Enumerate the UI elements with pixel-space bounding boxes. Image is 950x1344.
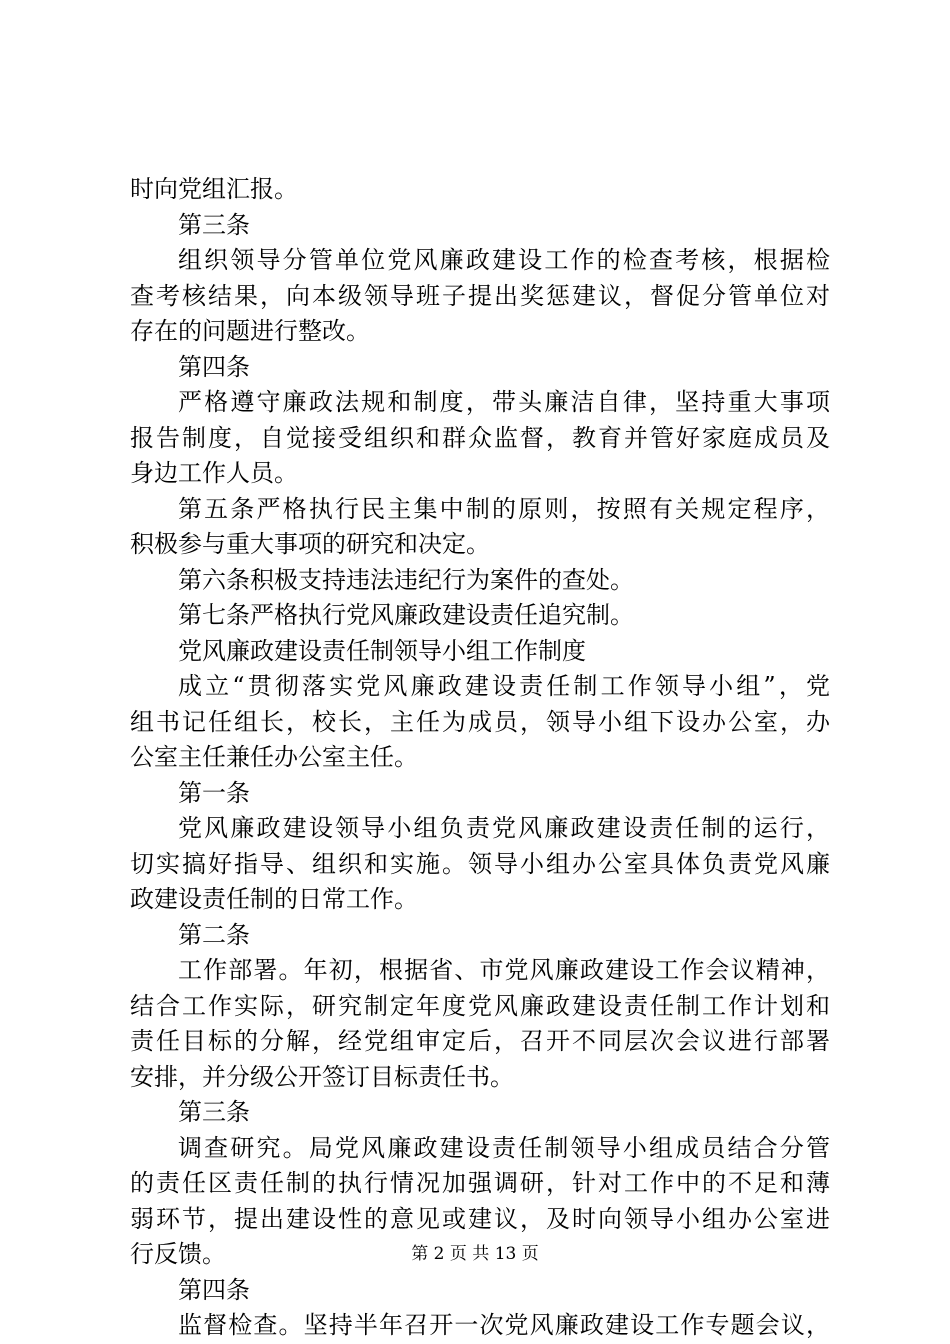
text-line: 积极参与重大事项的研究和决定。 <box>130 530 490 558</box>
text-line: 成立“贯彻落实党风廉政建设责任制工作领导小组”，党 <box>178 672 830 700</box>
text-line: 第四条 <box>178 1275 250 1304</box>
text-line: 严格遵守廉政法规和制度，带头廉洁自律，坚持重大事项 <box>178 388 830 416</box>
text-line: 第三条 <box>178 210 250 239</box>
text-line: 身边工作人员。 <box>130 459 298 487</box>
text-line: 第三条 <box>178 1098 250 1126</box>
text-line: 报告制度，自觉接受组织和群众监督，教育并管好家庭成员及 <box>130 423 830 452</box>
text-line: 公室主任兼任办公室主任。 <box>130 743 418 771</box>
text-line: 的责任区责任制的执行情况加强调研，针对工作中的不足和薄 <box>130 1169 830 1197</box>
text-line: 查考核结果，向本级领导班子提出奖惩建议，督促分管单位对 <box>130 281 830 310</box>
text-line: 时向党组汇报。 <box>130 175 298 203</box>
text-line: 切实搞好指导、组织和实施。领导小组办公室具体负责党风廉 <box>130 849 830 878</box>
text-line: 组书记任组长，校长，主任为成员，领导小组下设办公室，办 <box>130 707 830 736</box>
text-line: 第一条 <box>178 778 250 807</box>
text-line: 监督检查。坚持半年召开一次党风廉政建设工作专题会议， <box>178 1311 830 1339</box>
text-line: 组织领导分管单位党风廉政建设工作的检查考核，根据检 <box>178 246 830 274</box>
document-body <box>130 172 830 1344</box>
text-line: 调查研究。局党风廉政建设责任制领导小组成员结合分管 <box>178 1133 830 1162</box>
text-line: 党风廉政建设领导小组负责党风廉政建设责任制的运行， <box>178 814 830 842</box>
text-line: 党风廉政建设责任制领导小组工作制度 <box>178 636 586 665</box>
text-line: 工作部署。年初，根据省、市党风廉政建设工作会议精神， <box>178 956 830 984</box>
text-line: 责任目标的分解，经党组审定后，召开不同层次会议进行部署 <box>130 1027 830 1055</box>
page-number-footer: 第 2 页 共 13 页 <box>411 1244 539 1264</box>
text-line: 第七条严格执行党风廉政建设责任追究制。 <box>178 601 634 629</box>
text-line: 行反馈。 <box>130 1240 226 1268</box>
text-line: 弱环节，提出建设性的意见或建议，及时向领导小组办公室进 <box>130 1204 830 1233</box>
text-line: 第二条 <box>178 920 250 949</box>
text-line: 政建设责任制的日常工作。 <box>130 885 418 913</box>
text-line: 第六条积极支持违法违纪行为案件的查处。 <box>178 565 634 594</box>
text-line: 结合工作实际，研究制定年度党风廉政建设责任制工作计划和 <box>130 991 830 1020</box>
text-line: 安排，并分级公开签订目标责任书。 <box>130 1062 514 1091</box>
text-line: 第五条严格执行民主集中制的原则，按照有关规定程序， <box>178 494 830 523</box>
text-line: 存在的问题进行整改。 <box>130 317 370 345</box>
text-line: 第四条 <box>178 352 250 381</box>
